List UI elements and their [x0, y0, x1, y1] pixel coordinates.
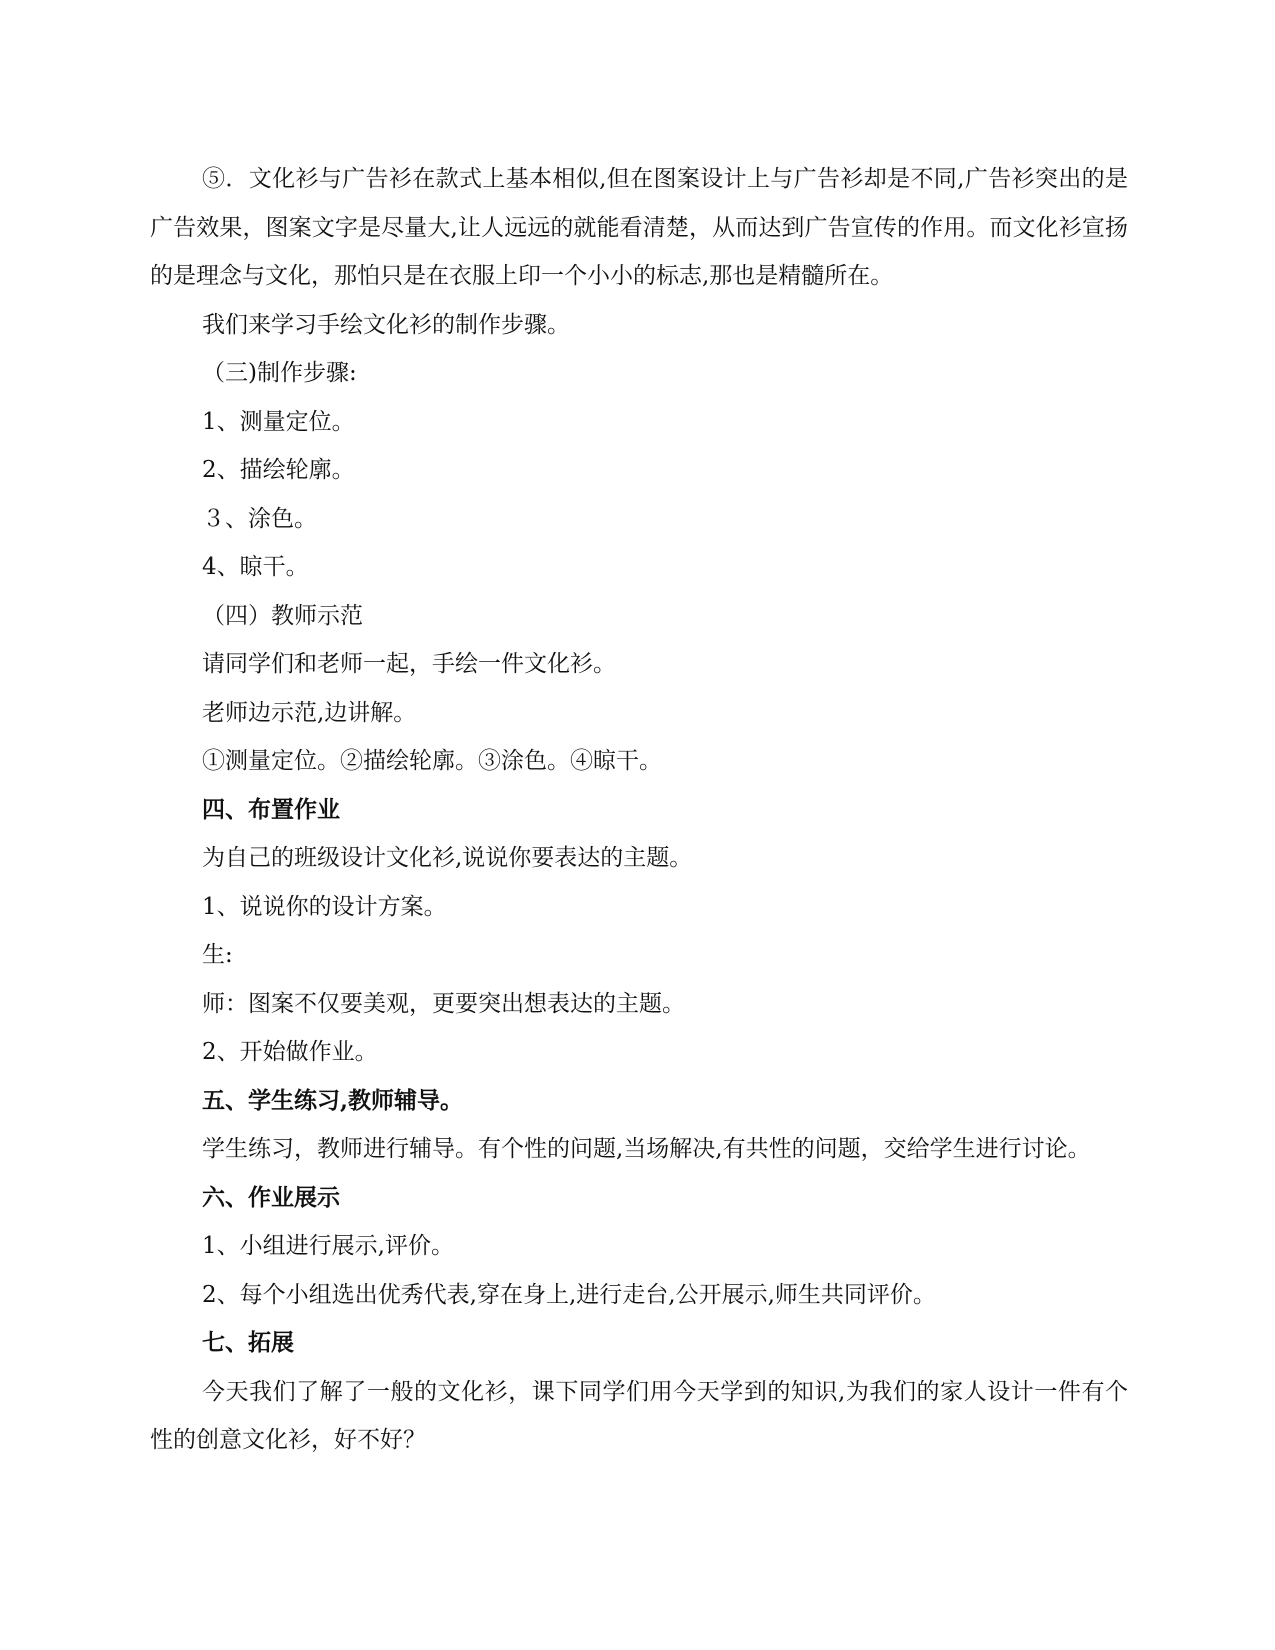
document-page — [150, 155, 1128, 1465]
paragraph-comparison: ⑤．文化衫与广告衫在款式上基本相似,但在图案设计上与广告衫却是不同,广告衫突出的是广告效果，图案文字是尽量大,让人远远的就能看清楚，从而达到广告宣传的作用。而文化衫宣扬的是理念与文化，那怕只是在衣服上印一个小小的标志,那也是精髓所在。 — [150, 166, 1128, 289]
step-item: 2、描绘轮廓。 — [202, 457, 355, 483]
section-heading-extension: 七、拓展 — [202, 1329, 294, 1356]
list-item: 1、说说你的设计方案。 — [202, 893, 447, 920]
step-item: 4、晾干。 — [202, 554, 309, 580]
paragraph-demo-invite: 请同学们和老师一起，手绘一件文化衫。 — [202, 651, 616, 677]
dialogue-teacher: 师：图案不仅要美观，更要突出想表达的主题。 — [202, 990, 685, 1017]
paragraph-practice: 学生练习，教师进行辅导。有个性的问题,当场解决,有共性的问题，交给学生进行讨论。 — [202, 1136, 1091, 1162]
section-heading-showcase: 六、作业展示 — [202, 1183, 340, 1211]
subheading-demo: （四）教师示范 — [202, 602, 363, 629]
dialogue-student: 生: — [202, 942, 233, 968]
subheading-steps: （三)制作步骤: — [202, 360, 357, 386]
section-heading-practice: 五、学生练习,教师辅导。 — [202, 1086, 464, 1114]
step-item: ３、涂色。 — [202, 505, 317, 532]
list-item: 1、小组进行展示,评价。 — [202, 1233, 454, 1259]
paragraph-demo-explain: 老师边示范,边讲解。 — [202, 699, 417, 726]
paragraph-demo-steps: ①测量定位。②描绘轮廓。③涂色。④晾干。 — [202, 748, 662, 774]
section-heading-homework: 四、布置作业 — [202, 795, 340, 823]
list-item: 2、开始做作业。 — [202, 1039, 378, 1065]
paragraph-extension: 今天我们了解了一般的文化衫，课下同学们用今天学到的知识,为我们的家人设计一件有个性的创意文化衫，好不好？ — [150, 1378, 1128, 1453]
paragraph-intro-steps: 我们来学习手绘文化衫的制作步骤。 — [202, 311, 570, 338]
list-item: 2、每个小组选出优秀代表,穿在身上,进行走台,公开展示,师生共同评价。 — [202, 1281, 936, 1308]
paragraph-homework-task: 为自己的班级设计文化衫,说说你要表达的主题。 — [202, 845, 693, 871]
step-item: 1、测量定位。 — [202, 408, 355, 435]
